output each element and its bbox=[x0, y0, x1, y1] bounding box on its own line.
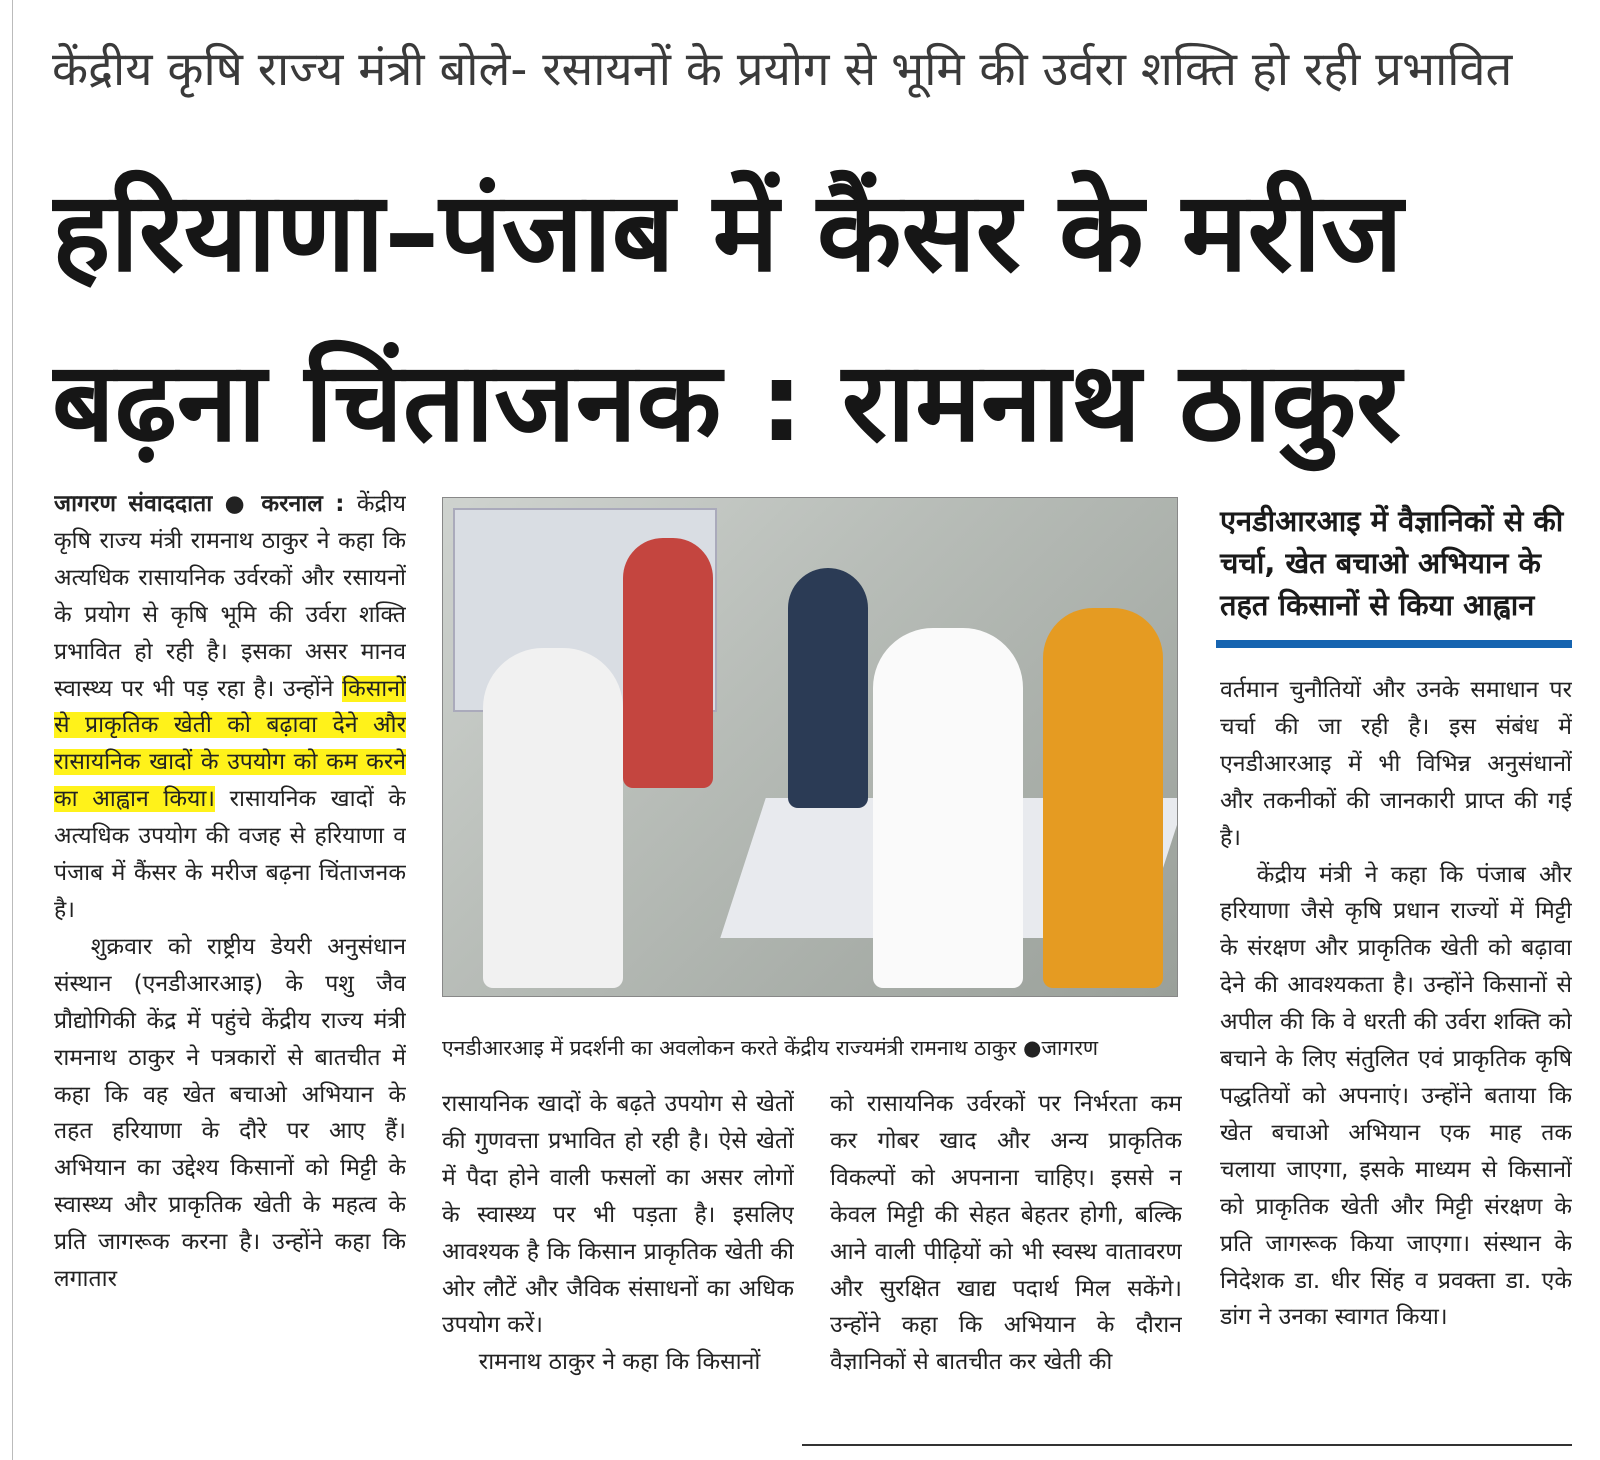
article-column-1 bbox=[54, 486, 406, 1406]
side-subheading-rule bbox=[1216, 640, 1572, 648]
photo-person-woman bbox=[788, 568, 868, 808]
news-photo bbox=[442, 497, 1178, 997]
bottom-divider bbox=[802, 1444, 1572, 1446]
main-headline-line-2: बढ़ना चिंताजनक : रामनाथ ठाकुर bbox=[52, 338, 1402, 466]
photo-caption: एनडीआरआइ में प्रदर्शनी का अवलोकन करते केंद्रीय राज्यमंत्री रामनाथ ठाकुर ●जागरण bbox=[442, 1036, 1099, 1060]
highlighted-quote: किसानों से प्राकृतिक खेती को बढ़ावा देने और रासायनिक खादों के उपयोग को कम करने का आह्वान किया। bbox=[54, 675, 406, 813]
column-3-paragraph-1: को रासायनिक उर्वरकों पर निर्भरता कम कर गोबर खाद और अन्य प्राकृतिक विकल्पों को अपनाना चाहिए। इससे न केवल मिट्टी की सेहत बेहतर होगी, बल्कि आने वाली पीढ़ियों को भी स्वस्थ वातावरण और सुरक्षित खाद्य पदार्थ मिल सकेंगे। उन्होंने कहा कि अभियान के दौरान वैज्ञानिकों से बातचीत कर खेती की bbox=[830, 1091, 1182, 1376]
kicker-headline: केंद्रीय कृषि राज्य मंत्री बोले- रसायनों के प्रयोग से भूमि की उर्वरा शक्ति हो रही प्रभावित bbox=[52, 42, 1513, 97]
article-column-3 bbox=[830, 1086, 1182, 1406]
page-edge-rule bbox=[12, 0, 13, 1460]
photo-person-right bbox=[1043, 608, 1163, 988]
main-headline-line-1: हरियाणा–पंजाब में कैंसर के मरीज bbox=[52, 168, 1403, 296]
photo-person-back bbox=[623, 538, 713, 788]
column-2-paragraph-2: रामनाथ ठाकुर ने कहा कि किसानों bbox=[478, 1349, 761, 1376]
column-1-paragraph-2: शुक्रवार को राष्ट्रीय डेयरी अनुसंधान संस्थान (एनडीआरआइ) के पशु जैव प्रौद्योगिकी केंद्र में पहुंचे केंद्रीय राज्य मंत्री रामनाथ ठाकुर ने पत्रकारों से बातचीत में कहा कि वह खेत बचाओ अभियान के तहत हरियाणा के दौरे पर आए हैं। अभियान का उद्देश्य किसानों को मिट्टी के स्वास्थ्य और प्राकृतिक खेती के महत्व के प्रति जागरूक करना है। उन्होंने कहा कि लगातार bbox=[54, 933, 406, 1293]
photo-person-center bbox=[873, 628, 1023, 988]
column-1-paragraph-1 bbox=[54, 486, 406, 929]
dateline: जागरण संवाददाता ● करनाल : bbox=[54, 491, 357, 517]
column-2-paragraph-1: रासायनिक खादों के बढ़ते उपयोग से खेतों की गुणवत्ता प्रभावित हो रही है। ऐसे खेतों में पैदा होने वाली फसलों का असर लोगों के स्वास्थ्य पर भी पड़ता है। इसलिए आवश्यक है कि किसान प्राकृतिक खेती की ओर लौटें और जैविक संसाधनों का अधिक उपयोग करें। bbox=[442, 1091, 794, 1339]
article-column-2 bbox=[442, 1086, 794, 1406]
side-subheading: एनडीआरआइ में वैज्ञानिकों से की चर्चा, खेत बचाओ अभियान के तहत किसानों से किया आह्वान bbox=[1220, 504, 1564, 622]
column-4-paragraph-1: वर्तमान चुनौतियों और उनके समाधान पर चर्चा की जा रही है। इस संबंध में एनडीआरआइ में भी विभिन्न अनुसंधानों और तकनीकों की जानकारी प्राप्त की गई है। bbox=[1220, 677, 1572, 851]
intro-text: केंद्रीय कृषि राज्य मंत्री रामनाथ ठाकुर ने कहा कि अत्यधिक रासायनिक उर्वरकों और रसायनों के प्रयोग से कृषि भूमि की उर्वरा शक्ति प्रभावित हो रही है। इसका असर मानव स्वास्थ्य पर भी पड़ रहा है। उन्होंने bbox=[54, 491, 406, 702]
article-column-4 bbox=[1220, 672, 1572, 1406]
photo-person-left bbox=[483, 648, 623, 988]
column-4-paragraph-2: केंद्रीय मंत्री ने कहा कि पंजाब और हरियाणा जैसे कृषि प्रधान राज्यों में मिट्टी के संरक्षण और प्राकृतिक खेती को बढ़ावा देने की आवश्यकता है। उन्होंने किसानों से अपील की कि वे धरती की उर्वरा शक्ति को बचाने के लिए संतुलित एवं प्राकृतिक कृषि पद्धतियों को अपनाएं। उन्होंने बताया कि खेत बचाओ अभियान एक माह तक चलाया जाएगा, इसके माध्यम से किसानों को प्राकृतिक खेती और मिट्टी संरक्षण के प्रति जागरूक किया जाएगा। संस्थान के निदेशक डा. धीर सिंह व प्रवक्ता डा. एके डांग ने उनका स्वागत किया। bbox=[1220, 861, 1572, 1331]
intro-text-end: रासायनिक खादों के अत्यधिक उपयोग की वजह से हरियाणा व पंजाब में कैंसर के मरीज बढ़ना चिंताजनक है। bbox=[54, 786, 406, 923]
